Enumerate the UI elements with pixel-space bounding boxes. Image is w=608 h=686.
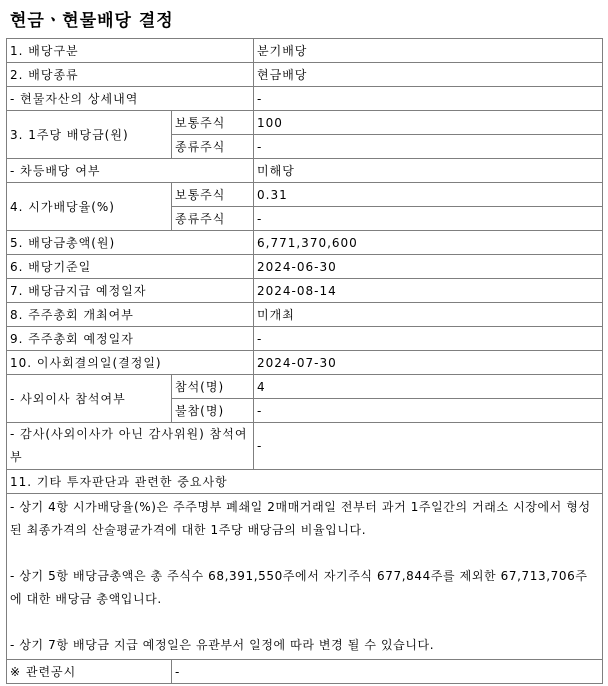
row-value: - [254,207,603,231]
row-label: 4. 시가배당율(%) [7,183,172,231]
table-row [7,279,603,303]
row-label: 2. 배당종류 [7,63,254,87]
row-sublabel: 참석(명) [172,375,254,399]
table-row [7,87,603,111]
note-paragraph: - 상기 4항 시가배당율(%)은 주주명부 폐쇄일 2매매거래일 전부터 과거 1주일간의 거래소 시장에서 형성된 최종가격의 산술평균가격에 대한 1주당 배당금의 비율입니다. [10,500,591,537]
row-value: 미해당 [254,159,603,183]
table-row [7,111,603,135]
row-label: 6. 배당기준일 [7,255,254,279]
row-value: 2024-06-30 [254,255,603,279]
row-value: - [254,327,603,351]
table-row [7,423,603,470]
row-label: - 현물자산의 상세내역 [7,87,254,111]
row-value: - [254,87,603,111]
table-row [7,494,603,660]
notes-cell [7,494,603,660]
row-sublabel: 불참(명) [172,399,254,423]
row-label: - 차등배당 여부 [7,159,254,183]
table-row [7,183,603,207]
row-sublabel: 보통주식 [172,111,254,135]
row-value: 0.31 [254,183,603,207]
table-row [7,375,603,399]
table-row [7,63,603,87]
row-value: 미개최 [254,303,603,327]
dividend-table [6,38,603,684]
table-row [7,470,603,494]
table-row [7,231,603,255]
row-value: 2024-08-14 [254,279,603,303]
row-value: 현금배당 [254,63,603,87]
table-row [7,660,603,684]
table-row [7,351,603,375]
row-label: - 사외이사 참석여부 [7,375,172,423]
row-value: - [254,399,603,423]
row-label: 1. 배당구분 [7,39,254,63]
row-label: - 감사(사외이사가 아닌 감사위원) 참석여부 [7,423,254,470]
note-paragraph: - 상기 5항 배당금총액은 총 주식수 68,391,550주에서 자기주식 677,844주를 제외한 67,713,706주에 대한 배당금 총액입니다. [10,569,588,606]
row-value: 4 [254,375,603,399]
row-value: - [254,135,603,159]
row-value: - [254,423,603,470]
table-row [7,303,603,327]
row-label: 10. 이사회결의일(결정일) [7,351,254,375]
section-heading: 11. 기타 투자판단과 관련한 중요사항 [7,470,603,494]
row-label: 3. 1주당 배당금(원) [7,111,172,159]
table-row [7,159,603,183]
row-value: - [172,660,603,684]
row-label: 9. 주주총회 예정일자 [7,327,254,351]
row-sublabel: 보통주식 [172,183,254,207]
row-value: 6,771,370,600 [254,231,603,255]
table-row [7,255,603,279]
page-title: 현금ㆍ현물배당 결정 [10,11,174,31]
row-value: 2024-07-30 [254,351,603,375]
note-paragraph: - 상기 7항 배당금 지급 예정일은 유관부서 일정에 따라 변경 될 수 있습니다. [10,638,435,652]
row-label: 5. 배당금총액(원) [7,231,254,255]
table-row [7,327,603,351]
row-label: 8. 주주총회 개최여부 [7,303,254,327]
row-value: 분기배당 [254,39,603,63]
row-label: ※ 관련공시 [7,660,172,684]
table-row [7,39,603,63]
row-value: 100 [254,111,603,135]
row-sublabel: 종류주식 [172,135,254,159]
row-label: 7. 배당금지급 예정일자 [7,279,254,303]
row-sublabel: 종류주식 [172,207,254,231]
